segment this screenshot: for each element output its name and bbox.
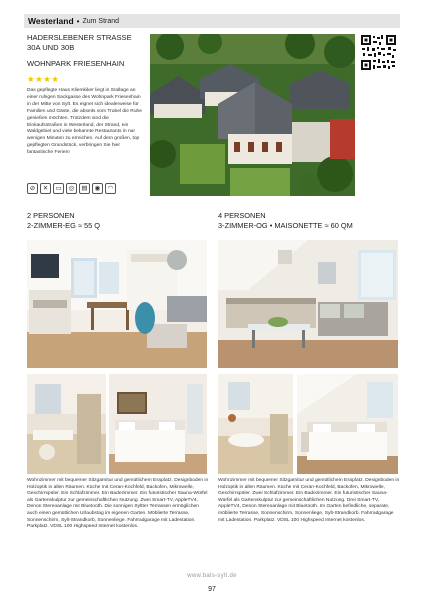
no-smoking-icon: ⊘ — [27, 183, 38, 194]
unit-1-header — [27, 211, 100, 230]
star-rating: ★★★★ — [27, 74, 60, 84]
property-title: HADERSLEBENER STRASSE 30A UND 30B — [27, 33, 132, 52]
unit-2-header — [218, 211, 353, 230]
property-intro: Das gepflegte Haus Kliemkiker liegt in Südlage an einer ruhigen Sackgasse des Wohnpark Friesenhain in der Mitte von Sylt. Es eignet sich idealerweise für Familien und Gäste, die abseits vom Trubel die Ruhe genießen möchten. Trotzdem sind die Einkaufsstraßen in Westerland, der Strand, ein Waldgebiet und viele bekannte Restaurants in nur wenigen Minuten zu erreichen. Auf dem großen, top gepflegten Grundstück, verbringen Sie hier fantastische Ferien! — [27, 88, 142, 156]
no-pets-icon: ✕ — [40, 183, 51, 194]
property-subtitle: WOHNPARK FRIESENHAIN — [27, 59, 125, 68]
unit-2-description: Wohnzimmer mit bequemer Sitzgarnitur und gemütlichem Essplatz. Designboden in Holzoptik in allen Räumen. Küche mit Ceran-Kochfeld, Backofen, Mikrowelle, Geschirrspüler. Zwei Schlafzimmer. Ein Badezimmer. Ein futuristischer Sauna-Würfel als Gartenskulptur zur gemeinschaftlichen Nutzung. Drei Smart-TV, AppleTV4, Denon Stereoanlage mit Bluetooth. Im Garten befindliche, separate, möblierte Terrasse, Sonnenschirm, Sonnenliege, Sylt-Strandkorb. Fahrradgarage mit Ladestation. Parkplatz. VDSL 100 Highspeed Internet kostenlos. — [218, 478, 400, 523]
unit-2-persons: 4 PERSONEN — [218, 211, 266, 220]
qr-code[interactable] — [360, 34, 397, 71]
unit-1-description: Wohnzimmer mit bequemer Sitzgarnitur und gemütlichem Essplatz. Designboden in Holzoptik in allen Räumen. Küche mit Ceran-Kochfeld, Backofen, Mikrowelle, Geschirrspüler. Ein Schlafzimmer. Ein Badezimmer. Ein futuristischer Sauna-Würfel als Gartenskulptur zur gemeinschaftlichen Nutzung. Zwei Smart-TV, AppleTV4, Denon Stereoanlage mit Bluetooth. Die sonnigen Syltter Terrassen ermöglichen auch einen gemütlichen Urlaubstag im eigenen Garten. Möblierte Terrasse, Sonnenschirm, Sylt-Strandkorb, Sonnenliege. Fahrradgarage mit Ladestation. Parkplatz. VDSL 100 Highspeed Internet kostenlos. — [27, 478, 209, 530]
unit-2-bedroom-photo — [297, 374, 398, 474]
unit-1-bathroom-photo — [27, 374, 106, 474]
unit-1-type: 2-ZIMMER-EG ≈ 55 Q — [27, 220, 101, 230]
dishwasher-icon: ▤ — [79, 183, 90, 194]
unit-2-type: 3-ZIMMER-OG • MAISONETTE ≈ 60 QM — [218, 220, 353, 230]
unit-1-persons: 2 PERSONEN — [27, 211, 75, 220]
washer-icon: ◎ — [66, 183, 77, 194]
header-separator: • — [76, 16, 80, 26]
page-number: 97 — [208, 586, 216, 593]
unit-1-bedroom-photo — [109, 374, 207, 474]
amenity-icons — [27, 183, 116, 194]
unit-1-living-room-photo — [27, 240, 207, 368]
unit-2-living-room-photo — [218, 240, 398, 368]
wifi-icon: ◠ — [105, 183, 116, 194]
header-bar — [24, 14, 400, 28]
location-label: Zum Strand — [82, 17, 120, 25]
parking-icon: ◉ — [92, 183, 103, 194]
footer-url[interactable]: www.bals-sylt.de — [187, 573, 237, 579]
aerial-house-photo — [150, 34, 355, 196]
region-label: Westerland — [28, 16, 74, 26]
tv-icon: ▭ — [53, 183, 64, 194]
unit-2-bathroom-photo — [218, 374, 293, 474]
